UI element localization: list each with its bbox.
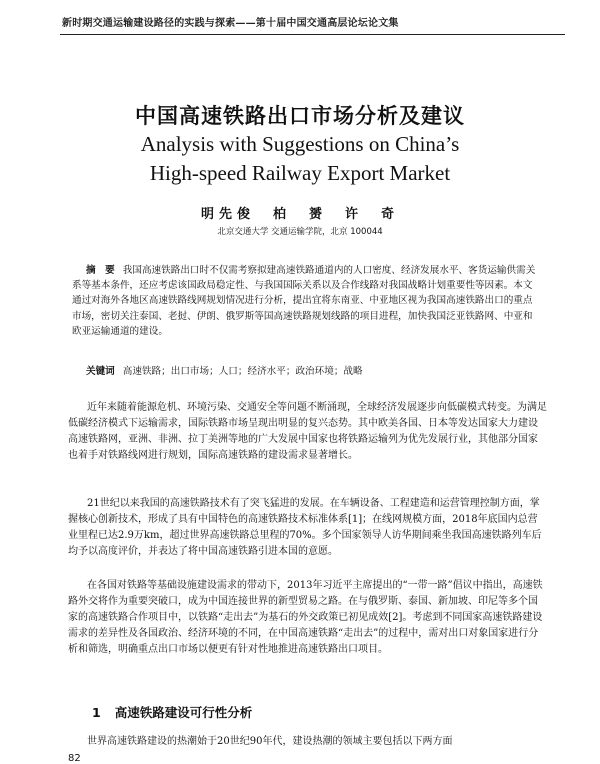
keywords-text: 高速铁路；出口市场；人口；经济水平；政治环境；战略 <box>122 366 363 377</box>
abstract-label: 摘 要 <box>86 265 115 276</box>
section-title: 高速铁路建设可行性分析 <box>114 705 253 720</box>
body-paragraph-3: 在各国对铁路等基础设施建设需求的带动下，2013年习近平主席提出的“一带一路”倡议中指出，高速铁路外交将作为重要突破口，成为中国连接世界的新型贸易之路。在与俄罗斯、泰国、新加坡、印尼等多个国家的高速铁路合作项目中，以铁路“走出去”为基石的外交政策已初见成效[2]。考虑到不同国家高速铁路建设需求的差异性及各国政治、经济环境的不同，在中国高速铁路“走出去”的过程中，需对出口对象国家进行分析和筛选，明确重点出口市场以便更有针对性地推进高速铁路出口项目。 <box>68 580 543 655</box>
paper-title-english-line1: Analysis with Suggestions on China’s <box>140 132 460 156</box>
affiliation: 北京交通大学 交通运输学院，北京 100044 <box>217 227 383 237</box>
body-paragraph-1: 近年来随着能源危机、环境污染、交通安全等问题不断涌现，全球经济发展逐步向低碳模式转变。为满足低碳经济模式下运输需求，国际铁路市场呈现出明显的复兴态势。其中欧美各国、日本等发达国家大力建设高速铁路网，亚洲、非洲、拉丁美洲等地的广大发展中国家也将铁路运输列为优先发展行业，其他部分国家也着手对铁路线网进行规划，国际高速铁路的建设需求显著增长。 <box>68 402 547 461</box>
abstract <box>72 263 542 339</box>
paper-title-english-line2: High-speed Railway Export Market <box>149 161 451 185</box>
abstract-text: 我国高速铁路出口时不仅需考察拟建高速铁路通道内的人口密度、经济发展水平、客货运输供需关系等基本条件，还应考虑该国政局稳定性、与我国国际关系以及合作线路对我国战略计划重要性等因素。本文通过对海外各地区高速铁路线网规划情况进行分析，提出宜将东南亚、中亚地区视为我国高速铁路出口的重点市场，密切关注泰国、老挝、伊朗、俄罗斯等国高速铁路规划线路的项目进程，加快我国泛亚铁路网、中亚和欧亚运输通道的建设。 <box>72 265 536 337</box>
section-number: 1 <box>92 705 101 720</box>
page-number: 82 <box>68 753 81 764</box>
body-paragraph-4: 世界高速铁路建设的热潮始于20世纪90年代，建设热潮的领域主要包括以下两方面 <box>87 736 453 747</box>
authors: 明先俊 柏 赟 许 奇 <box>200 207 399 222</box>
paper-title-chinese: 中国高速铁路出口市场分析及建议 <box>135 104 465 128</box>
section-heading <box>92 703 252 721</box>
keywords-label: 关键词 <box>86 366 115 377</box>
running-header: 新时期交通运输建设路径的实践与探索——第十届中国交通高层论坛论文集 <box>62 18 399 29</box>
body-paragraph-2: 21世纪以来我国的高速铁路技术有了突飞猛进的发展。在车辆设备、工程建造和运营管理控制方面，掌握核心创新技术，形成了具有中国特色的高速铁路技术标准体系[1]；在线网规模方面，2018年底国内总营业里程已达2.9万km，超过世界高速铁路总里程的70%。多个国家领导人访华期间乘坐我国高速铁路列车后均予以高度评价，并表达了将中国高速铁路引进本国的意愿。 <box>68 498 542 557</box>
keywords <box>72 364 542 379</box>
header-rule <box>60 34 565 35</box>
